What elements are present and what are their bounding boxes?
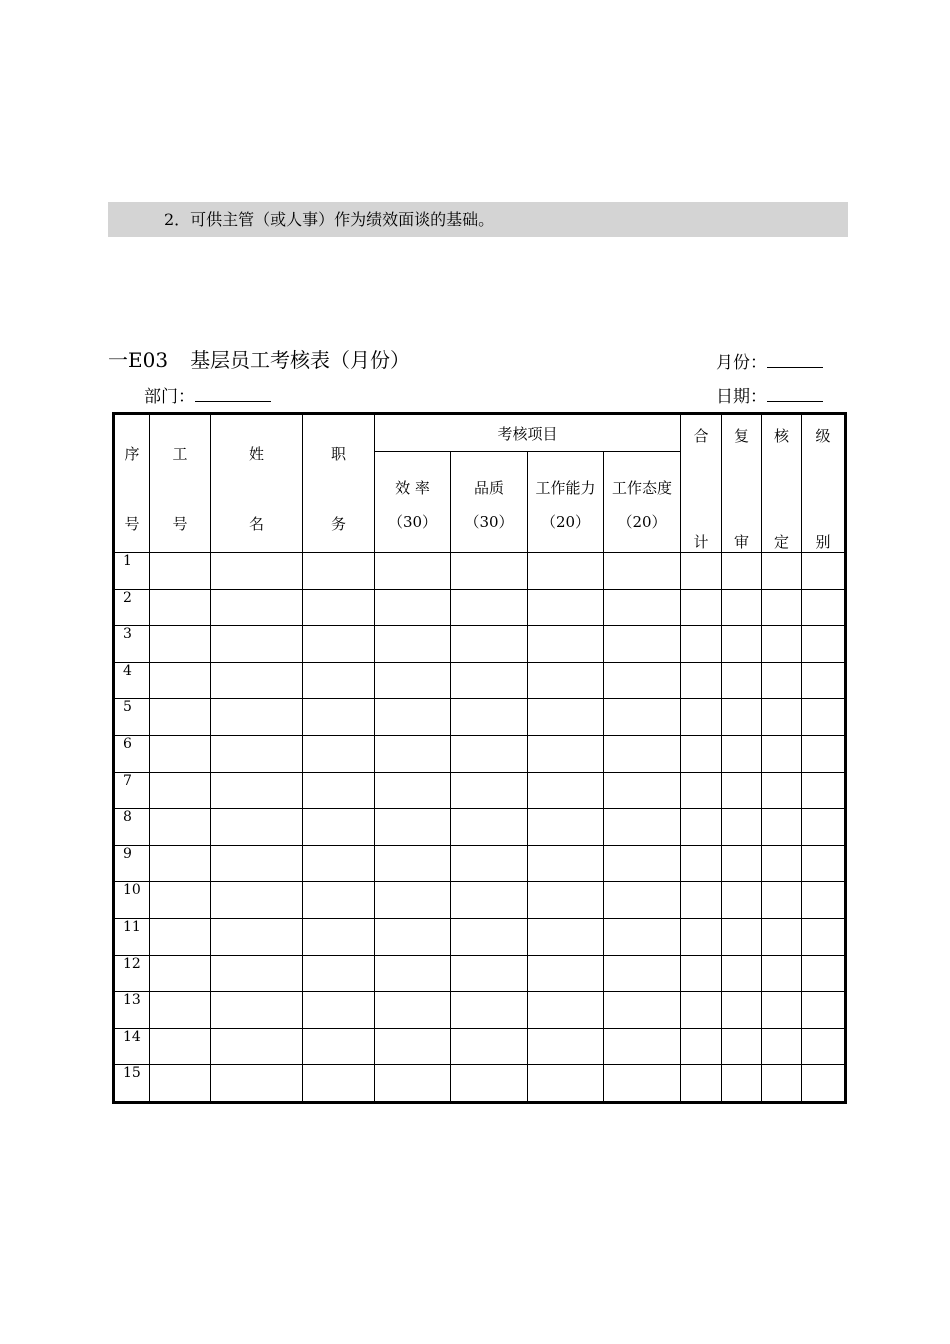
table-cell[interactable]	[211, 735, 303, 772]
table-cell[interactable]	[150, 589, 211, 626]
header-item-attitude	[604, 452, 681, 553]
table-cell[interactable]	[211, 918, 303, 955]
table-cell[interactable]	[211, 772, 303, 809]
table-cell[interactable]	[722, 845, 762, 882]
table-cell[interactable]	[303, 626, 375, 663]
table-cell[interactable]	[303, 992, 375, 1029]
table-row	[114, 809, 846, 846]
table-cell[interactable]	[150, 662, 211, 699]
table-cell[interactable]	[528, 735, 604, 772]
table-cell[interactable]	[762, 662, 802, 699]
table-cell[interactable]	[375, 626, 451, 663]
header-approve	[762, 414, 802, 553]
table-cell[interactable]	[150, 955, 211, 992]
item-score: （20）	[617, 513, 667, 531]
table-cell[interactable]	[211, 1065, 303, 1103]
row-number: 6	[114, 735, 150, 772]
table-cell[interactable]	[211, 699, 303, 736]
table-cell[interactable]	[528, 662, 604, 699]
table-cell[interactable]	[762, 955, 802, 992]
table-row	[114, 955, 846, 992]
table-cell[interactable]	[528, 992, 604, 1029]
table-cell[interactable]	[762, 589, 802, 626]
table-cell[interactable]	[762, 626, 802, 663]
table-cell[interactable]	[802, 735, 846, 772]
table-cell[interactable]	[604, 589, 681, 626]
header-grade-bottom: 别	[815, 533, 831, 551]
header-position-top: 职	[330, 445, 346, 463]
header-seq	[114, 414, 150, 553]
row-number: 15	[114, 1065, 150, 1103]
header-name-bottom: 名	[248, 515, 264, 533]
table-cell[interactable]	[604, 699, 681, 736]
table-cell[interactable]	[802, 882, 846, 919]
row-number: 7	[114, 772, 150, 809]
row-number: 8	[114, 809, 150, 846]
table-cell[interactable]	[681, 918, 722, 955]
table-cell[interactable]	[722, 662, 762, 699]
table-cell[interactable]	[375, 882, 451, 919]
table-cell[interactable]	[802, 992, 846, 1029]
table-cell[interactable]	[802, 772, 846, 809]
header-position	[303, 414, 375, 553]
date-blank[interactable]	[767, 385, 823, 402]
table-cell[interactable]	[303, 918, 375, 955]
table-row	[114, 589, 846, 626]
table-cell[interactable]	[762, 918, 802, 955]
header-grade-top: 级	[815, 427, 831, 445]
table-cell[interactable]	[681, 662, 722, 699]
table-cell[interactable]	[375, 589, 451, 626]
table-cell[interactable]	[802, 662, 846, 699]
table-cell[interactable]	[150, 845, 211, 882]
form-title-text: 基层员工考核表（月份）	[190, 348, 411, 372]
table-cell[interactable]	[681, 1028, 722, 1065]
table-cell[interactable]	[762, 992, 802, 1029]
table-cell[interactable]	[722, 626, 762, 663]
table-cell[interactable]	[451, 626, 528, 663]
table-cell[interactable]	[681, 735, 722, 772]
table-cell[interactable]	[802, 845, 846, 882]
header-id-bottom: 号	[172, 515, 188, 533]
header-review	[722, 414, 762, 553]
table-row	[114, 662, 846, 699]
table-cell[interactable]	[303, 809, 375, 846]
table-cell[interactable]	[681, 1065, 722, 1103]
header-seq-top: 序	[124, 445, 140, 463]
table-cell[interactable]	[604, 1065, 681, 1103]
table-cell[interactable]	[451, 553, 528, 590]
table-cell[interactable]	[681, 589, 722, 626]
table-cell[interactable]	[303, 1028, 375, 1065]
table-cell[interactable]	[722, 699, 762, 736]
date-label: 日期：	[716, 387, 767, 407]
item-score: （30）	[464, 513, 514, 531]
table-cell[interactable]	[375, 955, 451, 992]
table-cell[interactable]	[451, 882, 528, 919]
row-number: 10	[114, 882, 150, 919]
table-cell[interactable]	[375, 553, 451, 590]
table-cell[interactable]	[451, 845, 528, 882]
table-cell[interactable]	[722, 553, 762, 590]
table-cell[interactable]	[375, 772, 451, 809]
department-field[interactable]	[144, 385, 271, 408]
header-item-efficiency	[375, 452, 451, 553]
table-cell[interactable]	[211, 626, 303, 663]
table-cell[interactable]	[604, 626, 681, 663]
row-number: 11	[114, 918, 150, 955]
table-cell[interactable]	[528, 1028, 604, 1065]
table-cell[interactable]	[150, 1065, 211, 1103]
table-cell[interactable]	[762, 809, 802, 846]
table-cell[interactable]	[604, 553, 681, 590]
month-field[interactable]	[716, 351, 823, 374]
header-id	[150, 414, 211, 553]
table-cell[interactable]	[681, 992, 722, 1029]
table-cell[interactable]	[802, 553, 846, 590]
table-cell[interactable]	[604, 809, 681, 846]
table-cell[interactable]	[802, 955, 846, 992]
header-id-top: 工	[172, 445, 188, 463]
table-cell[interactable]	[303, 553, 375, 590]
table-row	[114, 553, 846, 590]
table-cell[interactable]	[303, 699, 375, 736]
table-cell[interactable]	[681, 553, 722, 590]
table-cell[interactable]	[722, 589, 762, 626]
table-cell[interactable]	[303, 845, 375, 882]
table-cell[interactable]	[451, 918, 528, 955]
header-approve-top: 核	[774, 427, 790, 445]
table-cell[interactable]	[211, 955, 303, 992]
row-number: 9	[114, 845, 150, 882]
table-cell[interactable]	[451, 699, 528, 736]
table-cell[interactable]	[303, 882, 375, 919]
table-cell[interactable]	[303, 1065, 375, 1103]
table-row	[114, 1028, 846, 1065]
table-row	[114, 626, 846, 663]
table-cell[interactable]	[762, 553, 802, 590]
table-cell[interactable]	[451, 1028, 528, 1065]
item-name: 效 率	[395, 479, 430, 497]
table-cell[interactable]	[528, 809, 604, 846]
row-number: 13	[114, 992, 150, 1029]
table-cell[interactable]	[528, 772, 604, 809]
header-total	[681, 414, 722, 553]
header-name-top: 姓	[248, 445, 264, 463]
table-cell[interactable]	[211, 845, 303, 882]
table-cell[interactable]	[451, 735, 528, 772]
table-cell[interactable]	[802, 699, 846, 736]
table-cell[interactable]	[528, 626, 604, 663]
form-code: 一E03	[108, 348, 169, 372]
table-cell[interactable]	[722, 735, 762, 772]
table-cell[interactable]	[528, 699, 604, 736]
department-label: 部门：	[144, 387, 195, 407]
table-row	[114, 1065, 846, 1103]
table-cell[interactable]	[681, 699, 722, 736]
table-cell[interactable]	[375, 918, 451, 955]
table-cell[interactable]	[150, 626, 211, 663]
table-cell[interactable]	[528, 553, 604, 590]
table-cell[interactable]	[722, 809, 762, 846]
table-cell[interactable]	[762, 1065, 802, 1103]
table-cell[interactable]	[150, 1028, 211, 1065]
table-cell[interactable]	[211, 809, 303, 846]
table-cell[interactable]	[604, 955, 681, 992]
table-cell[interactable]	[375, 1028, 451, 1065]
item-name: 工作能力	[535, 479, 596, 497]
table-row	[114, 772, 846, 809]
table-cell[interactable]	[451, 589, 528, 626]
table-cell[interactable]	[604, 882, 681, 919]
table-cell[interactable]	[375, 845, 451, 882]
table-cell[interactable]	[211, 589, 303, 626]
table-cell[interactable]	[722, 955, 762, 992]
header-approve-bottom: 定	[774, 533, 790, 551]
table-cell[interactable]	[150, 918, 211, 955]
table-cell[interactable]	[303, 735, 375, 772]
table-cell[interactable]	[528, 955, 604, 992]
header-review-bottom: 审	[734, 533, 750, 551]
table-cell[interactable]	[762, 699, 802, 736]
header-assessment-items: 考核项目	[375, 414, 681, 452]
table-cell[interactable]	[722, 1028, 762, 1065]
table-row	[114, 882, 846, 919]
header-position-bottom: 务	[330, 515, 346, 533]
header-seq-bottom: 号	[124, 515, 140, 533]
table-cell[interactable]	[375, 809, 451, 846]
row-number: 14	[114, 1028, 150, 1065]
note-text: 2．可供主管（或人事）作为绩效面谈的基础。	[164, 210, 495, 229]
table-cell[interactable]	[762, 882, 802, 919]
table-cell[interactable]	[802, 918, 846, 955]
table-cell[interactable]	[451, 955, 528, 992]
table-cell[interactable]	[150, 772, 211, 809]
table-cell[interactable]	[722, 1065, 762, 1103]
table-cell[interactable]	[802, 809, 846, 846]
table-cell[interactable]	[528, 845, 604, 882]
item-name: 工作态度	[612, 479, 673, 497]
table-cell[interactable]	[303, 589, 375, 626]
table-cell[interactable]	[528, 882, 604, 919]
header-total-bottom: 计	[693, 533, 709, 551]
table-cell[interactable]	[211, 882, 303, 919]
appraisal-table	[112, 412, 847, 1104]
table-cell[interactable]	[211, 992, 303, 1029]
table-row	[114, 845, 846, 882]
table-cell[interactable]	[802, 1028, 846, 1065]
table-cell[interactable]	[681, 882, 722, 919]
table-cell[interactable]	[150, 553, 211, 590]
header-review-top: 复	[734, 427, 750, 445]
row-number: 4	[114, 662, 150, 699]
table-cell[interactable]	[604, 772, 681, 809]
table-cell[interactable]	[604, 1028, 681, 1065]
table-cell[interactable]	[451, 992, 528, 1029]
table-cell[interactable]	[375, 992, 451, 1029]
table-cell[interactable]	[528, 918, 604, 955]
table-cell[interactable]	[604, 662, 681, 699]
header-item-quality	[451, 452, 528, 553]
table-cell[interactable]	[303, 955, 375, 992]
table-cell[interactable]	[681, 809, 722, 846]
table-cell[interactable]	[722, 918, 762, 955]
table-cell[interactable]	[303, 662, 375, 699]
department-blank[interactable]	[195, 385, 271, 402]
table-cell[interactable]	[375, 735, 451, 772]
table-cell[interactable]	[150, 809, 211, 846]
table-body	[114, 553, 846, 1103]
table-cell[interactable]	[150, 699, 211, 736]
header-grade	[802, 414, 846, 553]
table-row	[114, 699, 846, 736]
table-cell[interactable]	[150, 992, 211, 1029]
table-cell[interactable]	[211, 1028, 303, 1065]
table-cell[interactable]	[303, 772, 375, 809]
table-cell[interactable]	[802, 626, 846, 663]
row-number: 5	[114, 699, 150, 736]
header-total-top: 合	[693, 427, 709, 445]
table-cell[interactable]	[681, 955, 722, 992]
table-row	[114, 735, 846, 772]
table-cell[interactable]	[802, 589, 846, 626]
table-cell[interactable]	[681, 845, 722, 882]
table-cell[interactable]	[762, 845, 802, 882]
table-cell[interactable]	[604, 918, 681, 955]
table-cell[interactable]	[802, 1065, 846, 1103]
table-cell[interactable]	[722, 772, 762, 809]
table-row	[114, 918, 846, 955]
item-score: （20）	[540, 513, 591, 531]
table-cell[interactable]	[528, 589, 604, 626]
form-title	[108, 347, 410, 373]
row-number: 2	[114, 589, 150, 626]
header-name	[211, 414, 303, 553]
table-cell[interactable]	[722, 882, 762, 919]
item-name: 品质	[473, 479, 504, 497]
table-cell[interactable]	[375, 662, 451, 699]
row-number: 3	[114, 626, 150, 663]
table-cell[interactable]	[722, 992, 762, 1029]
table-cell[interactable]	[150, 882, 211, 919]
table-cell[interactable]	[604, 992, 681, 1029]
table-cell[interactable]	[681, 626, 722, 663]
table-row	[114, 992, 846, 1029]
header-item-ability	[528, 452, 604, 553]
table-cell[interactable]	[150, 735, 211, 772]
item-score: （30）	[387, 513, 438, 531]
table-cell[interactable]	[451, 1065, 528, 1103]
date-field[interactable]	[716, 385, 823, 408]
table-cell[interactable]	[451, 772, 528, 809]
table-cell[interactable]	[211, 553, 303, 590]
row-number: 1	[114, 553, 150, 590]
table-cell[interactable]	[681, 772, 722, 809]
table-cell[interactable]	[451, 809, 528, 846]
table-cell[interactable]	[451, 662, 528, 699]
month-blank[interactable]	[767, 351, 823, 368]
table-cell[interactable]	[762, 772, 802, 809]
table-cell[interactable]	[604, 735, 681, 772]
month-label: 月份：	[716, 353, 767, 373]
table-cell[interactable]	[211, 662, 303, 699]
table-cell[interactable]	[762, 1028, 802, 1065]
table-cell[interactable]	[375, 699, 451, 736]
row-number: 12	[114, 955, 150, 992]
table-cell[interactable]	[528, 1065, 604, 1103]
table-cell[interactable]	[604, 845, 681, 882]
table-cell[interactable]	[375, 1065, 451, 1103]
table-cell[interactable]	[762, 735, 802, 772]
